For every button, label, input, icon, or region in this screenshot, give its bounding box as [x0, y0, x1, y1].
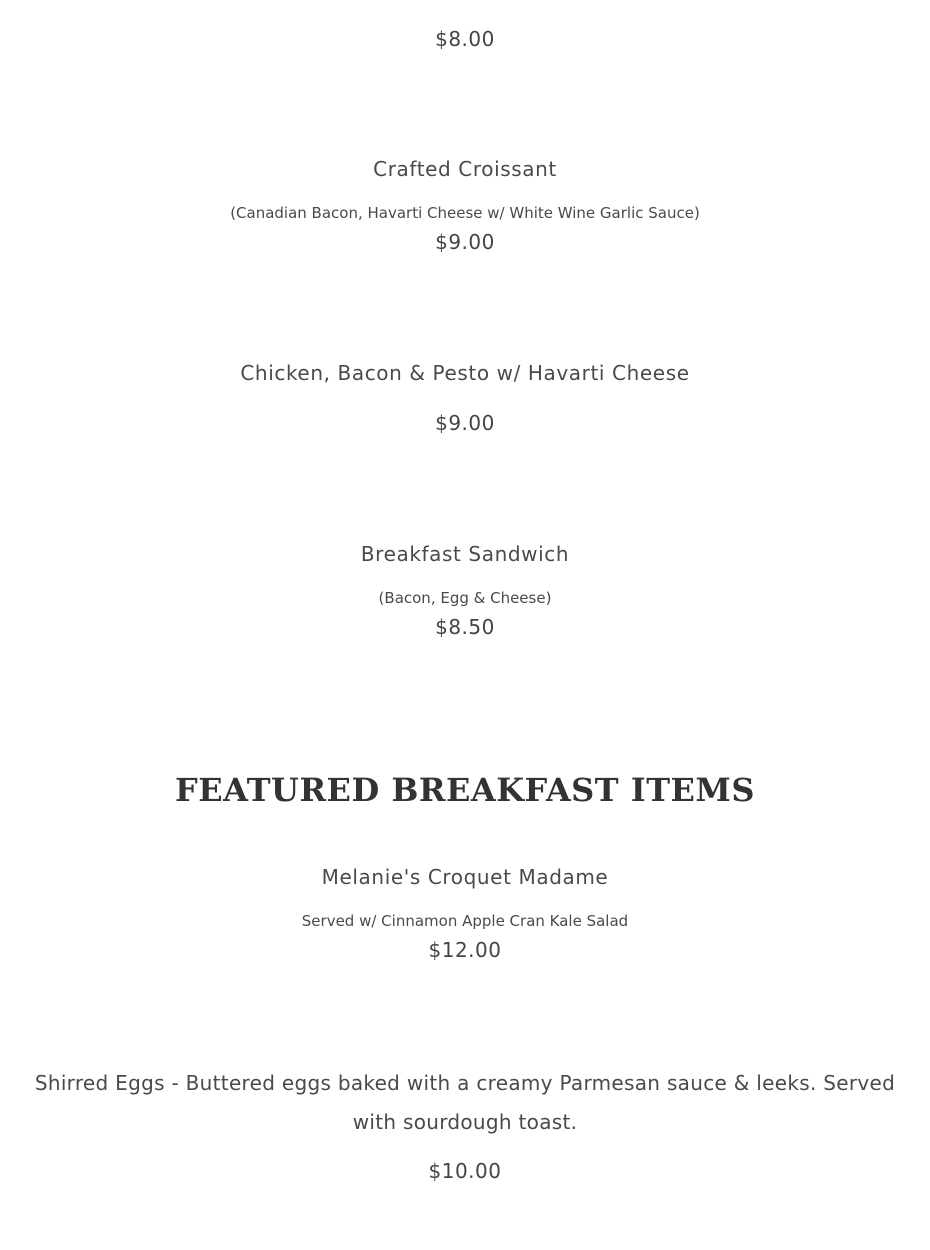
menu-item-name: Chicken, Bacon & Pesto w/ Havarti Cheese: [240, 361, 690, 385]
menu-item-description: (Canadian Bacon, Havarti Cheese w/ White Wine Garlic Sauce): [230, 204, 700, 222]
menu-item-price: $12.00: [428, 938, 502, 962]
menu-item-price: $9.00: [435, 411, 495, 435]
menu-item-price: $10.00: [428, 1159, 502, 1183]
section-heading: FEATURED BREAKFAST ITEMS: [175, 771, 755, 809]
menu-item-name: Shirred Eggs - Buttered eggs baked with a creamy Parmesan sauce & leeks. Served with sourdough toast.: [34, 1071, 896, 1134]
menu-item-name: Melanie's Croquet Madame: [321, 865, 609, 889]
menu-item-description: Served w/ Cinnamon Apple Cran Kale Salad: [301, 912, 629, 930]
menu-item-name: Crafted Croissant: [373, 157, 557, 181]
menu-item-price: $9.00: [435, 230, 495, 254]
menu-item-price: $8.00: [435, 27, 495, 51]
menu-item-description: (Bacon, Egg & Cheese): [378, 589, 552, 607]
menu-item-price: $8.50: [435, 615, 495, 639]
menu-item-name: Breakfast Sandwich: [360, 542, 570, 566]
